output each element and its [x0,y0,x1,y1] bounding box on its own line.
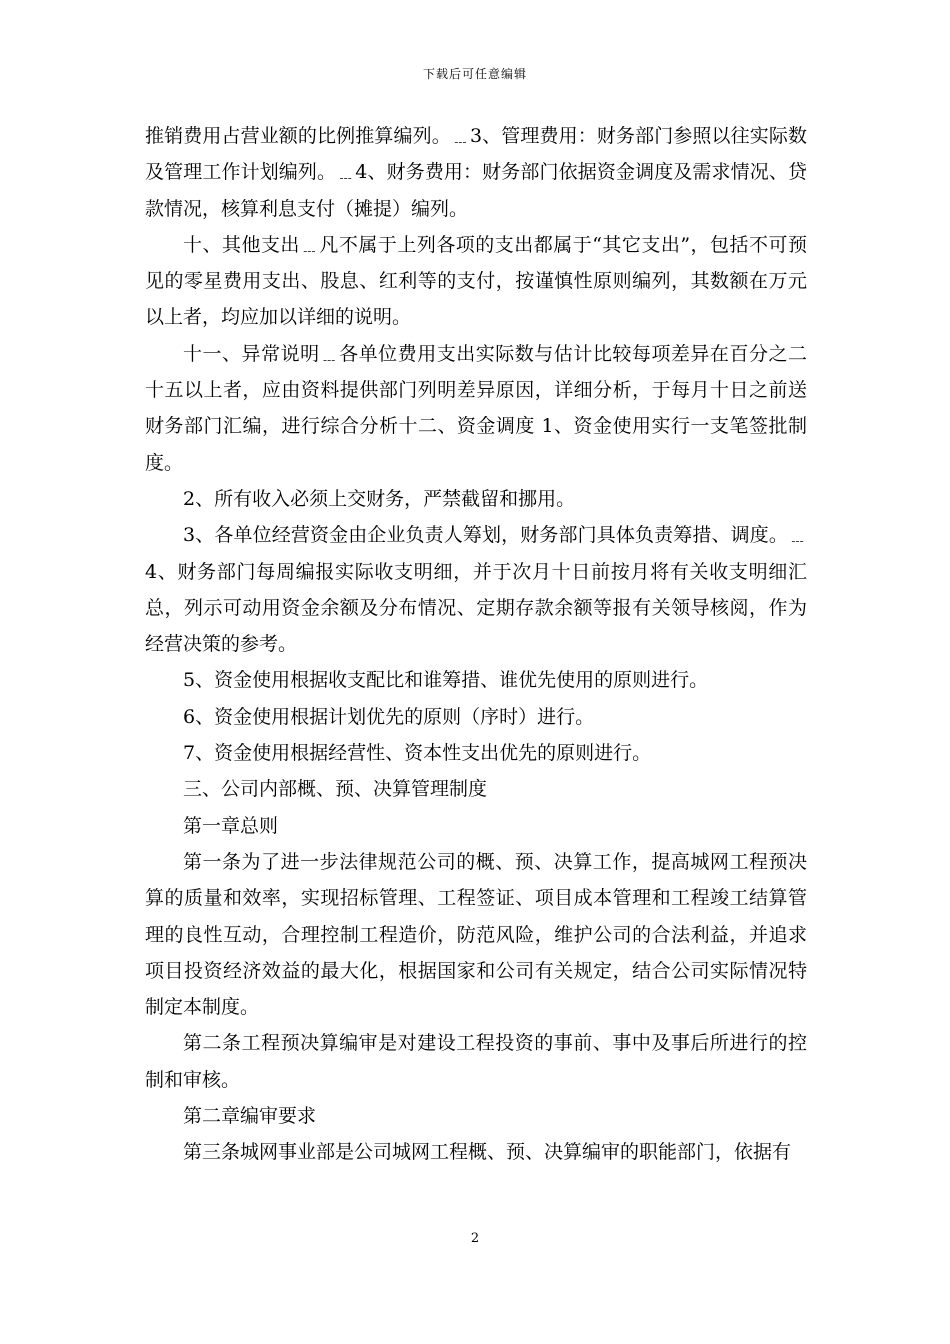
paragraph: 推销费用占营业额的比例推算编列。﹍3、管理费用：财务部门参照以往实际数及管理工作计划编列。﹍4、财务费用：财务部门依据资金调度及需求情况、贷款情况，核算利息支付（摊提）编列。 [145,125,807,220]
paragraph: 十、其他支出﹍凡不属于上列各项的支出都属于“其它支出”，包括不可预见的零星费用支出、股息、红利等的支付，按谨慎性原则编列，其数额在万元以上者，均应加以详细的说明。 [145,233,807,329]
paragraph: 十一、异常说明﹍各单位费用支出实际数与估计比较每项差异在百分之二十五以上者，应由资料提供部门列明差异原因，详细分析，于每月十日之前送财务部门汇编，进行综合分析十二、资金调度 1、资金使用实行一支笔签批制度。 [145,342,807,474]
paragraph: 第二条工程预决算编审是对建设工程投资的事前、事中及事后所进行的控制和审核。 [145,1032,807,1091]
paragraph: 7、资金使用根据经营性、资本性支出优先的原则进行。 [183,742,652,765]
page-number: 2 [470,1231,480,1246]
paragraph: 3、各单位经营资金由企业负责人筹划，财务部门具体负责筹措、调度。﹍4、财务部门每周编报实际收支明细，并于次月十日前按月将有关收支明细汇总，列示可动用资金余额及分布情况、定期存款余额等报有关领导核阅，作为经营决策的参考。 [145,524,807,656]
section-heading: 三、公司内部概、预、决算管理制度 [183,778,488,801]
paragraph: 2、所有收入必须上交财务，严禁截留和挪用。 [183,487,576,510]
page-header: 下载后可任意编辑 [422,67,527,81]
paragraph: 5、资金使用根据收支配比和谁筹措、谁优先使用的原则进行。 [183,669,709,692]
chapter-heading: 第二章编审要求 [183,1105,317,1128]
paragraph: 第一条为了进一步法律规范公司的概、预、决算工作，提高城网工程预决算的质量和效率，实现招标管理、工程签证、项目成本管理和工程竣工结算管理的良性互动，合理控制工程造价，防范风险，维护公司的合法利益，并追求项目投资经济效益的最大化，根据国家和公司有关规定，结合公司实际情况特制定本制度。 [145,850,807,1019]
paragraph: 6、资金使用根据计划优先的原则（序时）进行。 [183,705,595,728]
paragraph: 第三条城网事业部是公司城网工程概、预、决算编审的职能部门，依据有 [183,1141,792,1164]
document-body [145,118,807,1171]
chapter-heading: 第一章总则 [183,814,279,837]
